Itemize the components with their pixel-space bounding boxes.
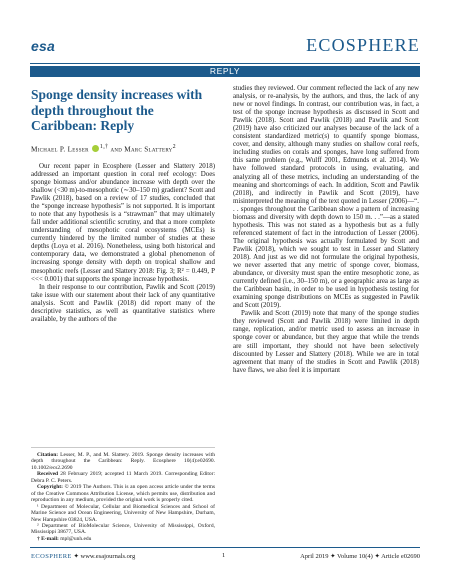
footer-journal: ECOSPHERE ✦ www.esajournals.org bbox=[31, 553, 136, 560]
paragraph: In their response to our contribution, Pawlik and Scott (2019) take issue with our statement about their lack of any quantitative analysis. Scott and Pawlik (2018) did report many of the descriptive statistics, as well as quantitative statistics where available, by the authors of the bbox=[31, 282, 215, 323]
footnotes bbox=[31, 447, 215, 542]
email-link[interactable]: mpl@unh.edu bbox=[58, 535, 92, 542]
esa-logo: esa bbox=[31, 38, 55, 54]
right-body bbox=[233, 84, 419, 374]
copyright-note: Copyright: © 2019 The Authors. This is an open access article under the terms of the Creative Commons Attribution License, which permits use, distribution and reproduction in any medium, provided the original work is properly cited. bbox=[31, 484, 215, 504]
section-banner: REPLY bbox=[30, 66, 420, 77]
paragraph: Our recent paper in Ecosphere (Lesser and Slattery 2018) addressed an important question in coral reef ecology: Does sponge biomass and/or abundance increase with depth over the shallow (<30 m)-to-mesophotic (∼30–150 m) gradient? Scott and Pawlik (2018), based on a review of 17 studies, concluded that the “sponge increase hypothesis” is not supported. It is important to note that any hypothesis is a “strawman” that may ultimately fall under additional scientific scrutiny, and that a more complete understanding of mesophotic coral ecosystems (MCEs) is currently hindered by the limited number of studies at these depths (Loya et al. 2016). Nonetheless, using both historical and contemporary data, we demonstrated a global phenomenon of increasing sponge density with depth on tropical shallow and mesophotic reefs (Lesser and Slattery 2018: Fig. 3; R² = 0.449, P <<< 0.001) that supports the sponge increase hypothesis. bbox=[31, 161, 215, 283]
right-column bbox=[233, 84, 419, 374]
article-title: Sponge density increases with depth throughout the Caribbean: Reply bbox=[31, 87, 203, 133]
affiliation-2: ² Department of BioMolecular Science, University of Mississippi, Oxford, Mississippi 38677, USA. bbox=[31, 522, 215, 536]
orcid-icon[interactable] bbox=[92, 145, 99, 152]
author-join: and bbox=[110, 144, 123, 153]
author-2-marks: 2 bbox=[172, 143, 176, 150]
footer-url[interactable]: ✦ www.esajournals.org bbox=[71, 553, 136, 560]
issue-info: April 2019 ✦ Volume 10(4) ✦ Article e02690 bbox=[300, 553, 420, 560]
author-line bbox=[31, 142, 215, 154]
page-number: 1 bbox=[222, 552, 226, 559]
paragraph: studies they reviewed. Our comment reflected the lack of any new analysis, or re-analysis, by the authors, and thus, the lack of any new or novel findings. In contrast, our contribution was, in fact, a test of the sponge increase hypothesis as discussed in Scott and Pawlik (2018). Scott and Pawlik (2018) and Pawlik and Scott (2019) have also criticized our analyses because of the lack of a consistent standardized metric(s) to quantify sponge biomass, cover, and density, although many studies on shallow coral reefs, including studies on corals and sponges, have long suffered from this same problem (e.g., Wulff 2001, Edmunds et al. 2014). We have followed standard protocols in using, evaluating, and analyzing all of these metrics, including an understanding of the meaning and shortcomings of each. In addition, Scott and Pawlik (2018), and indirectly in Pawlik and Scott (2019), have misinterpreted the meaning of the text quoted in Lesser (2006)—“. . . sponges throughout the Caribbean show a pattern of increasing biomass and diversity with depth down to 150 m. . .”—as a stated hypothesis. This was not stated as a hypothesis but as a fully referenced statement of fact in the introduction of Lesser (2006). The original hypothesis was actually formulated by Scott and Pawlik (2018), which we sought to test in Lesser and Slattery 2018). And just as we did not formulate the original hypothesis, we never asserted that any metric of sponge cover, biomass, abundance, or diversity must span the entire mesophotic zone, as currently defined (i.e., 30–150 m), or a geographic area as large as the Caribbean basin, in order to be used in hypothesis testing for examining sponge distributions on MCEs as suggested in Pawlik and Scott (2019). bbox=[233, 84, 419, 310]
journal-title: ECOSPHERE bbox=[306, 35, 420, 55]
email-note: † E-mail: mpl@unh.edu bbox=[37, 535, 92, 542]
left-body bbox=[31, 162, 215, 323]
citation-note: Citation: Lesser, M. P., and M. Slattery. 2019. Sponge density increases with depth throughout the Caribbean: Reply. Ecosphere 10(4):e02690. 10.1002/ecs2.2690 bbox=[31, 452, 215, 471]
author-1: Michael P. Lesser bbox=[31, 144, 89, 153]
page-header bbox=[0, 0, 450, 72]
paragraph: Pawlik and Scott (2019) note that many of the sponge studies they reviewed (Scott and Pawlik 2018) were limited in depth range, replication, and/or metric used to assess an increase in sponge cover or abundance, but they argue that while the trends are still important, they should not have been selectively discounted by Lesser and Slattery (2018). While we are in total agreement that many of the studies in Scott and Pawlik (2018) have flaws, we also feel it is important bbox=[233, 309, 419, 374]
footer-rule bbox=[30, 547, 420, 548]
left-column bbox=[31, 84, 215, 323]
footnote-rule bbox=[31, 447, 215, 448]
author-2: Marc Slattery bbox=[124, 144, 173, 153]
received-note: Received 28 February 2019; accepted 11 March 2019. Corresponding Editor: Debra P. C. Peters. bbox=[31, 471, 215, 484]
affiliation-1: ¹ Department of Molecular, Cellular and Biomedical Sciences and School of Marine Science and Ocean Engineering, University of New Hampshire, Durham, New Hampshire 03824, USA. bbox=[31, 503, 215, 523]
page-footer bbox=[0, 547, 450, 582]
author-1-marks: 1,† bbox=[99, 143, 109, 150]
header-rule bbox=[30, 63, 420, 64]
